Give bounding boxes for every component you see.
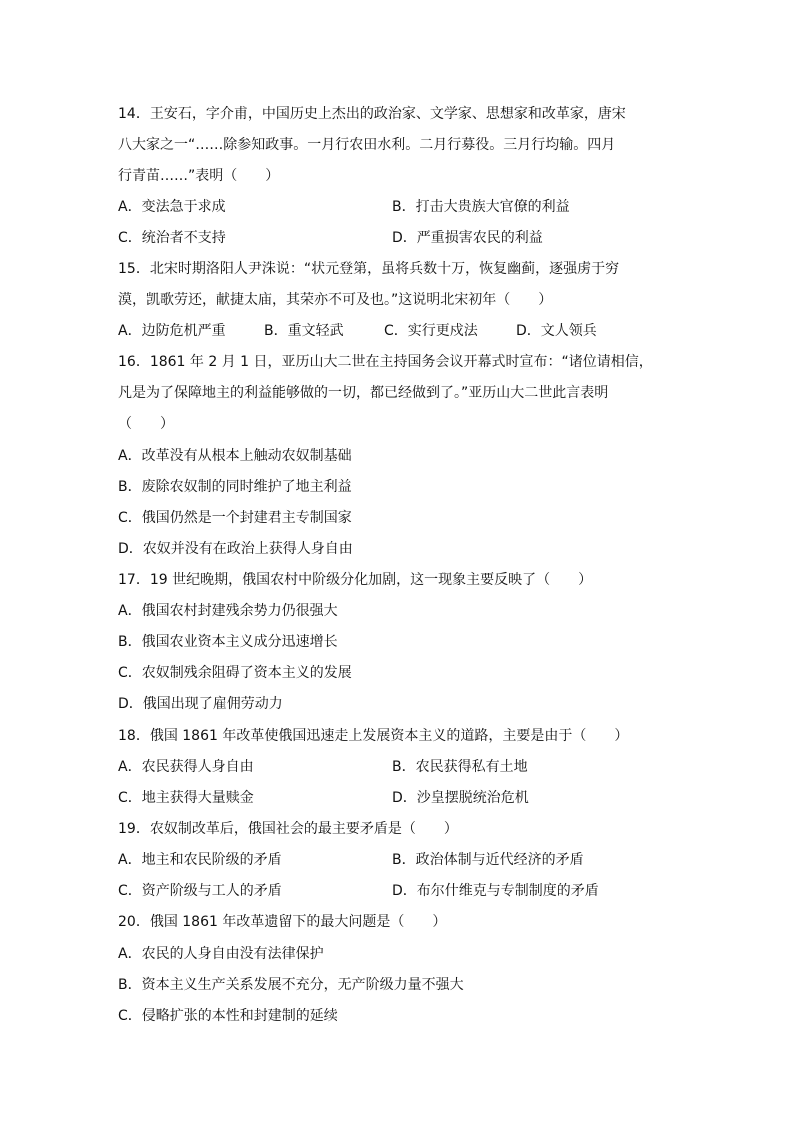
q20-stem-line-1: 20．俄国 1861 年改革遗留下的最大问题是（ ） bbox=[118, 914, 447, 930]
q20-option-a: A．农民的人身自由没有法律保护 bbox=[118, 946, 324, 962]
q15-option-d: D．文人领兵 bbox=[516, 323, 597, 339]
q19-option-b: B．政治体制与近代经济的矛盾 bbox=[392, 852, 584, 868]
q14-stem-line-1: 14．王安石，字介甫，中国历史上杰出的政治家、文学家、思想家和改革家，唐宋 bbox=[118, 106, 626, 122]
q18-option-b: B．农民获得私有土地 bbox=[392, 759, 528, 775]
q18-option-d: D．沙皇摆脱统治危机 bbox=[392, 790, 529, 806]
q16-stem-line-2: 凡是为了保障地主的利益能够做的一切，都已经做到了。”亚历山大二世此言表明 bbox=[118, 385, 609, 401]
q15-option-b: B．重文轻武 bbox=[264, 323, 344, 339]
q16-option-a: A．改革没有从根本上触动农奴制基础 bbox=[118, 448, 352, 464]
q16-option-c: C．俄国仍然是一个封建君主专制国家 bbox=[118, 510, 352, 526]
q16-stem-line-1: 16．1861 年 2 月 1 日，亚历山大二世在主持国务会议开幕式时宣布：“诸位请相信， bbox=[118, 354, 653, 370]
q20-option-c: C．侵略扩张的本性和封建制的延续 bbox=[118, 1008, 338, 1024]
q14-option-b: B．打击大贵族大官僚的利益 bbox=[392, 199, 570, 215]
q15-option-c: C．实行更戍法 bbox=[384, 323, 478, 339]
q15-stem-line-1: 15．北宋时期洛阳人尹洙说：“状元登第，虽将兵数十万，恢复幽蓟，逐强虏于穷 bbox=[118, 261, 620, 277]
q20-option-b: B．资本主义生产关系发展不充分，无产阶级力量不强大 bbox=[118, 977, 464, 993]
q19-option-a: A．地主和农民阶级的矛盾 bbox=[118, 852, 282, 868]
q16-option-b: B．废除农奴制的同时维护了地主利益 bbox=[118, 479, 352, 495]
q14-stem-line-3: 行青苗……”表明（ ） bbox=[118, 168, 280, 184]
q19-option-d: D．布尔什维克与专制制度的矛盾 bbox=[392, 883, 599, 899]
q19-stem-line-1: 19．农奴制改革后，俄国社会的最主要矛盾是（ ） bbox=[118, 821, 458, 837]
q14-option-c: C．统治者不支持 bbox=[118, 230, 226, 246]
q19-option-c: C．资产阶级与工人的矛盾 bbox=[118, 883, 282, 899]
q14-option-a: A．变法急于求成 bbox=[118, 199, 226, 215]
q14-stem-line-2: 八大家之一“……除参知政事。一月行农田水利。二月行募役。三月行均输。四月 bbox=[118, 137, 616, 153]
q17-stem-line-1: 17．19 世纪晚期，俄国农村中阶级分化加剧，这一现象主要反映了（ ） bbox=[118, 572, 593, 588]
q18-option-c: C．地主获得大量赎金 bbox=[118, 790, 254, 806]
q14-option-d: D．严重损害农民的利益 bbox=[392, 230, 543, 246]
q16-option-d: D．农奴并没有在政治上获得人身自由 bbox=[118, 541, 353, 557]
q15-stem-line-2: 漠，凯歌劳还，献捷太庙，其荣亦不可及也。”这说明北宋初年（ ） bbox=[118, 292, 553, 308]
q17-option-b: B．俄国农业资本主义成分迅速增长 bbox=[118, 634, 338, 650]
q15-option-a: A．边防危机严重 bbox=[118, 323, 226, 339]
q18-option-a: A．农民获得人身自由 bbox=[118, 759, 254, 775]
q18-stem-line-1: 18．俄国 1861 年改革使俄国迅速走上发展资本主义的道路，主要是由于（ ） bbox=[118, 728, 629, 744]
q17-option-d: D．俄国出现了雇佣劳动力 bbox=[118, 696, 283, 712]
q17-option-c: C．农奴制残余阻碍了资本主义的发展 bbox=[118, 665, 352, 681]
q16-stem-line-3: （ ） bbox=[118, 416, 174, 432]
q17-option-a: A．俄国农村封建残余势力仍很强大 bbox=[118, 603, 338, 619]
